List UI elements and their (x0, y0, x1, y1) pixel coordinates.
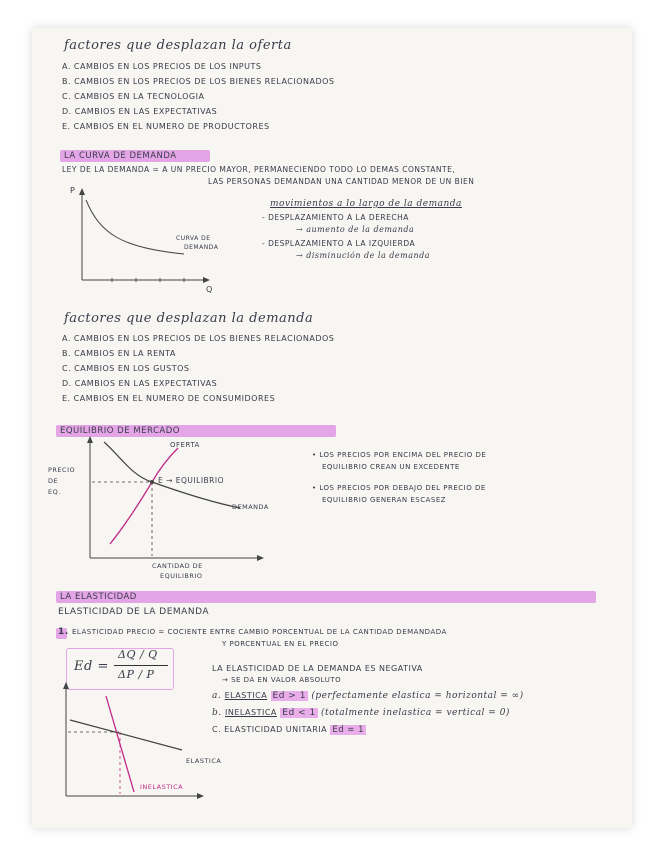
eq-quantity-label-1: CANTIDAD DE (152, 562, 203, 570)
price-elasticity-definition-2: Y PORCENTUAL EN EL PRECIO (222, 640, 339, 648)
demand-shifter-a: A. CAMBIOS EN LOS PRECIOS DE LOS BIENES RELACIONADOS (62, 334, 335, 343)
movements-title: movimientos a lo largo de la demanda (270, 199, 462, 209)
supply-shifter-b: B. CAMBIOS EN LOS PRECIOS DE LOS BIENES RELACIONADOS (62, 77, 335, 86)
surplus-note-line2: EQUILIBRIO CREAN UN EXCEDENTE (322, 463, 460, 471)
demand-shifter-d: D. CAMBIOS EN LAS EXPECTATIVAS (62, 379, 218, 388)
demand-curve-label-1: CURVA DE (176, 235, 211, 242)
demand-shifter-c: C. CAMBIOS EN LOS GUSTOS (62, 364, 190, 373)
axis-label-p: P (70, 186, 76, 195)
demand-shifter-e: E. CAMBIOS EN EL NUMERO DE CONSUMIDORES (62, 394, 276, 403)
demand-curve-heading: LA CURVA DE DEMANDA (64, 151, 177, 161)
inelastic-case-word: INELASTICA (225, 708, 277, 717)
eq-price-label-1: PRECIO (48, 466, 76, 474)
law-of-demand-line1: LEY DE LA DEMANDA = A UN PRECIO MAYOR, PERMANECIENDO TODO LO DEMAS CONSTANTE, (62, 165, 456, 174)
inelastic-case (212, 708, 510, 718)
elastic-case-detail: (perfectamente elastica = horizontal = ∞) (311, 691, 524, 701)
supply-shifter-c: C. CAMBIOS EN LA TECNOLOGIA (62, 92, 205, 101)
inelastic-curve-label: INELASTICA (140, 783, 184, 791)
elastic-case-letter: a. (212, 691, 222, 701)
law-of-demand-line2: LAS PERSONAS DEMANDAN UNA CANTIDAD MENOR DE UN BIEN (208, 177, 475, 186)
demand-elasticity-subheading: ELASTICIDAD DE LA DEMANDA (58, 607, 210, 617)
movement-right-effect: → aumento de la demanda (296, 225, 415, 234)
supply-curve-label: OFERTA (170, 441, 200, 449)
movement-right: - DESPLAZAMIENTO A LA DERECHA (262, 213, 409, 222)
formula-numerator: ΔQ / Q (118, 648, 158, 661)
demand-curve-label-2: DEMANDA (184, 244, 219, 251)
eq-price-label-3: EQ. (48, 488, 61, 496)
unitary-case-text: C. ELASTICIDAD UNITARIA (212, 725, 328, 734)
formula-fraction-bar (114, 665, 168, 666)
demand-shifters-title: factores que desplazan la demanda (64, 311, 314, 326)
elasticity-heading: LA ELASTICIDAD (60, 592, 137, 602)
unitary-case-condition: Ed = 1 (332, 725, 365, 735)
movement-left: - DESPLAZAMIENTO A LA IZQUIERDA (262, 239, 416, 248)
inelastic-case-letter: b. (212, 708, 222, 718)
supply-shifter-a: A. CAMBIOS EN LOS PRECIOS DE LOS INPUTS (62, 62, 262, 71)
supply-shifter-e: E. CAMBIOS EN EL NUMERO DE PRODUCTORES (62, 122, 270, 131)
surplus-note-line1: • LOS PRECIOS POR ENCIMA DEL PRECIO DE (312, 451, 487, 459)
inelastic-case-detail: (totalmente inelastica = vertical = 0) (321, 708, 510, 718)
shortage-note-line2: EQUILIBRIO GENERAN ESCASEZ (322, 496, 447, 504)
eq-price-label-2: DE (48, 477, 59, 485)
supply-shifter-d: D. CAMBIOS EN LAS EXPECTATIVAS (62, 107, 218, 116)
demand-shifter-b: B. CAMBIOS EN LA RENTA (62, 349, 176, 358)
absolute-value-note: → SE DA EN VALOR ABSOLUTO (222, 676, 342, 684)
market-equilibrium-heading: EQUILIBRIO DE MERCADO (60, 426, 180, 436)
movement-left-effect: → disminución de la demanda (296, 251, 431, 260)
price-elasticity-definition-1: ELASTICIDAD PRECIO = COCIENTE ENTRE CAMBIO PORCENTUAL DE LA CANTIDAD DEMANDADA (72, 628, 447, 636)
equilibrium-point-label: E → EQUILIBRIO (158, 476, 224, 485)
elastic-case-condition: Ed > 1 (272, 691, 306, 701)
elasticity-highlight (56, 591, 596, 603)
elastic-case (212, 691, 524, 701)
elastic-curve-label: ELASTICA (186, 757, 222, 765)
inelastic-case-condition: Ed < 1 (282, 708, 316, 718)
elastic-case-word: ELASTICA (224, 691, 268, 700)
step-number: 1. (58, 627, 69, 637)
formula-denominator: ΔP / P (118, 668, 155, 681)
unitary-case (212, 725, 366, 735)
shortage-note-line1: • LOS PRECIOS POR DEBAJO DEL PRECIO DE (312, 484, 486, 492)
supply-shifters-title: factores que desplazan la oferta (64, 38, 292, 53)
elasticity-graph (50, 680, 220, 810)
axis-label-q: Q (206, 285, 213, 294)
demand-curve-label: DEMANDA (232, 503, 269, 511)
eq-quantity-label-2: EQUILIBRIO (160, 572, 203, 580)
elasticity-negative-note: LA ELASTICIDAD DE LA DEMANDA ES NEGATIVA (212, 664, 423, 673)
formula-ed: Ed = (74, 659, 109, 674)
